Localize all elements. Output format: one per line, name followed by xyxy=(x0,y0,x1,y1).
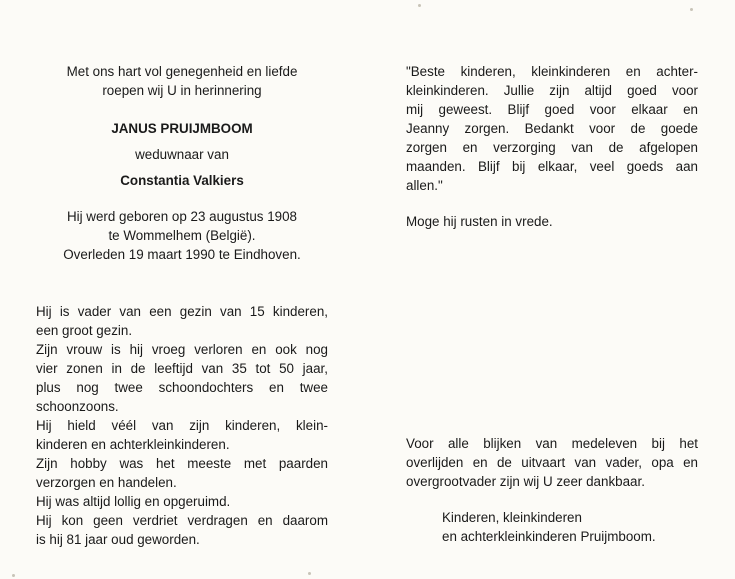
thanks-line: overlijden en de uitvaart van vader, opa en xyxy=(406,455,698,470)
bio-line: Zijn vrouw is hij vroeg verloren en ook nog xyxy=(36,342,328,357)
quote-line: maanden. Blijf bij elkaar, veel goeds aan xyxy=(406,159,698,174)
thanks xyxy=(406,434,698,491)
quote-line: zorgen en verzorging van de afgelopen xyxy=(406,140,698,155)
bio-line: kinderen en achterkleinkinderen. xyxy=(36,437,230,452)
signature-line: en achterkleinkinderen Pruijmboom. xyxy=(442,529,656,544)
quote-line: "Beste kinderen, kleinkinderen en achter- xyxy=(406,64,698,79)
speck xyxy=(418,4,421,7)
thanks-line: Voor alle blijken van medeleven bij het xyxy=(406,436,698,451)
speck xyxy=(690,8,693,11)
quote-line: allen." xyxy=(406,178,443,193)
quote-line: kleinkinderen. Jullie zijn altijd goed voor xyxy=(406,83,698,98)
quote-line: Jeanny zorgen. Bedankt voor de goede xyxy=(406,121,698,136)
bio-line: Zijn hobby was het meeste met paarden xyxy=(36,456,328,471)
deceased-name: JANUS PRUIJMBOOM xyxy=(111,121,253,136)
bio-line: plus nog twee schoondochters en twee xyxy=(36,380,328,395)
quote-line: mij geweest. Blijf goed voor elkaar en xyxy=(406,102,698,117)
thanks-line: overgrootvader zijn wij U zeer dankbaar. xyxy=(406,474,645,489)
biography xyxy=(36,302,328,549)
bio-line: Hij kon geen verdriet verdragen en daarom xyxy=(36,513,328,528)
relation: weduwnaar van xyxy=(135,147,229,162)
bio-line: een groot gezin. xyxy=(36,323,133,338)
bio-line: Hij is vader van een gezin van 15 kinderen, xyxy=(36,304,328,319)
bio-line: Hij was altijd lollig en opgeruimd. xyxy=(36,494,231,509)
bio-line: verzorgen en handelen. xyxy=(36,475,177,490)
signature-line: Kinderen, kleinkinderen xyxy=(442,510,582,525)
quote xyxy=(406,62,698,195)
speck xyxy=(12,574,15,577)
speck xyxy=(308,572,311,575)
signature xyxy=(442,508,702,546)
life-dates xyxy=(36,207,328,264)
bio-line: is hij 81 jaar oud geworden. xyxy=(36,532,200,547)
intro-line: Met ons hart vol genegenheid en liefde xyxy=(66,64,298,79)
bio-line: Hij hield véél van zijn kinderen, klein- xyxy=(36,418,328,433)
intro xyxy=(36,62,328,100)
intro-line: roepen wij U in herinnering xyxy=(102,83,262,98)
life-line: Overleden 19 maart 1990 te Eindhoven. xyxy=(63,247,301,262)
life-line: te Wommelhem (België). xyxy=(108,228,256,243)
life-line: Hij werd geboren op 23 augustus 1908 xyxy=(66,209,298,224)
spouse-name: Constantia Valkiers xyxy=(120,173,244,188)
rest-in-peace: Moge hij rusten in vrede. xyxy=(406,214,553,229)
bio-line: schoonzoons. xyxy=(36,399,119,414)
bio-line: vier zonen in de leeftijd van 35 tot 50 jaar, xyxy=(36,361,328,376)
